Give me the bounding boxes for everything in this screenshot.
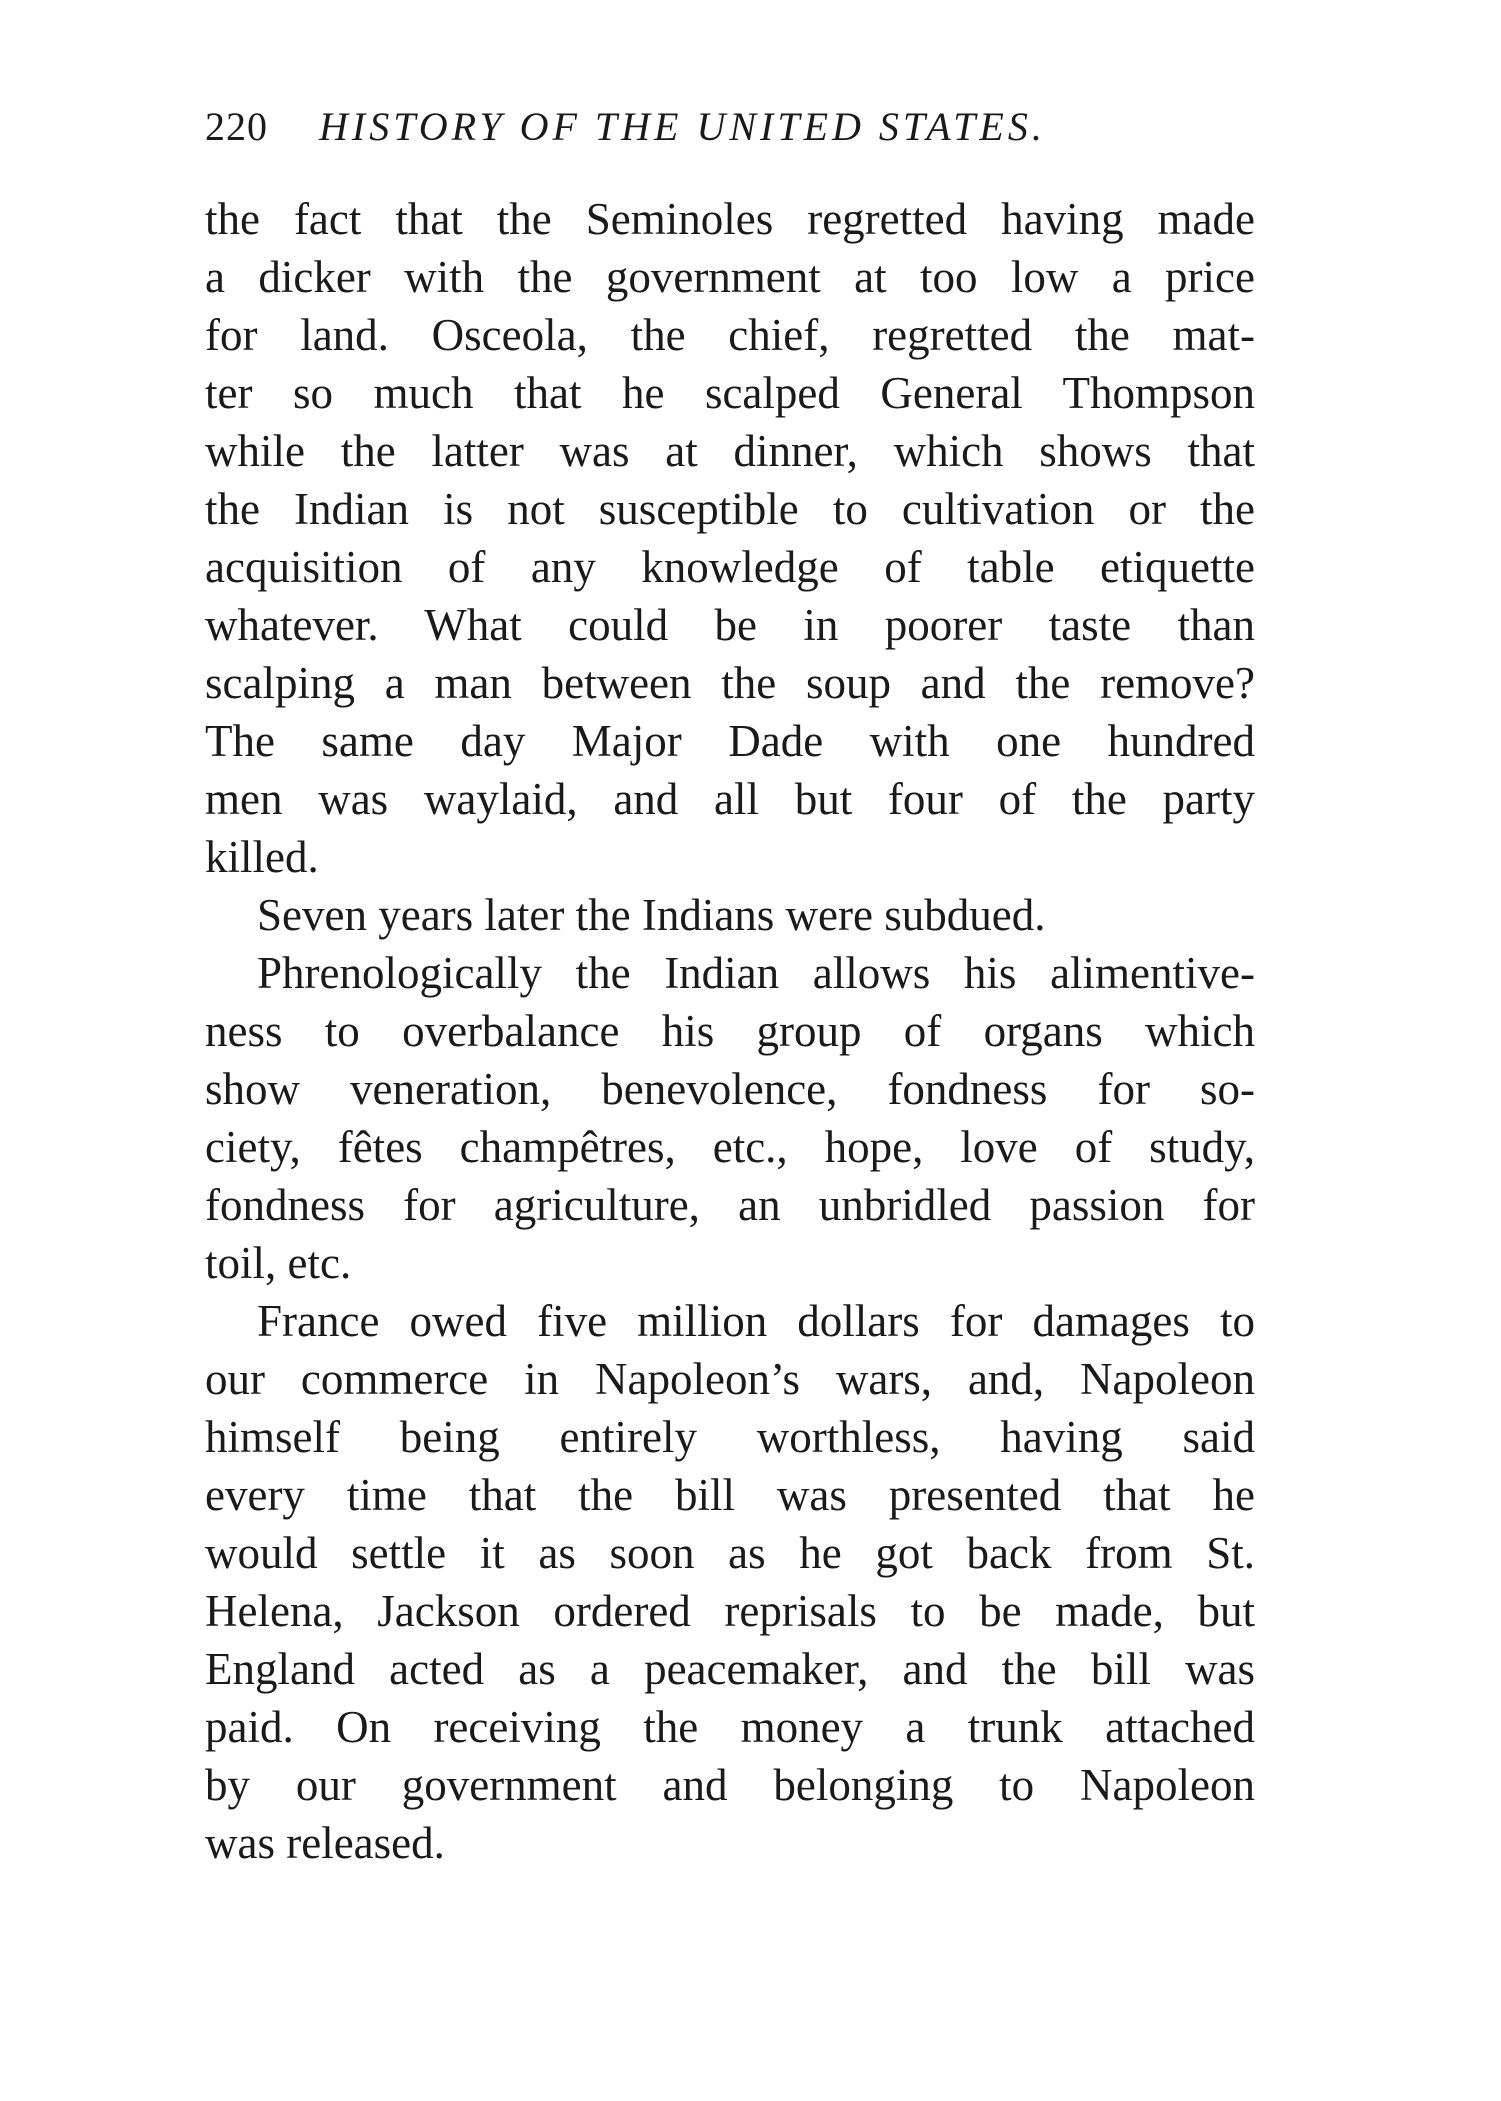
text-line: England acted as a peacemaker, and the bill was [205,1644,1255,1694]
text-line: fondness for agriculture, an unbridled passion for [205,1180,1255,1230]
running-title: HISTORY OF THE UNITED STATES. [319,104,1046,149]
text-line: Phrenologically the Indian allows his alimentive- [257,948,1255,998]
body-text [205,190,1255,1872]
text-line: while the latter was at dinner, which shows that [205,426,1255,476]
running-head [205,103,1046,151]
text-line: whatever. What could be in poorer taste than [205,600,1255,650]
text-line: men was waylaid, and all but four of the party [205,774,1255,824]
text-line: our commerce in Napoleon’s wars, and, Napoleon [205,1354,1255,1404]
text-line: France owed five million dollars for damages to [257,1296,1255,1346]
text-line: show veneration, benevolence, fondness for so- [205,1064,1255,1114]
page-number: 220 [205,104,268,149]
text-line: ciety, fêtes champêtres, etc., hope, love of study, [205,1122,1255,1172]
text-line: ter so much that he scalped General Thompson [205,368,1255,418]
text-line: Seven years later the Indians were subdued. [257,890,1046,940]
text-line: would settle it as soon as he got back from St. [205,1528,1255,1578]
text-line: toil, etc. [205,1238,352,1288]
text-line: for land. Osceola, the chief, regretted the mat- [205,310,1255,360]
text-line: by our government and belonging to Napoleon [205,1760,1255,1810]
text-line: the Indian is not susceptible to cultivation or the [205,484,1255,534]
text-line: a dicker with the government at too low a price [205,252,1255,302]
text-line: paid. On receiving the money a trunk attached [205,1702,1255,1752]
text-line: acquisition of any knowledge of table etiquette [205,542,1255,592]
text-line: Helena, Jackson ordered reprisals to be made, but [205,1586,1255,1636]
text-line: was released. [205,1818,445,1868]
text-line: every time that the bill was presented that he [205,1470,1255,1520]
text-line: The same day Major Dade with one hundred [205,716,1255,766]
text-line: the fact that the Seminoles regretted having made [205,194,1255,244]
text-line: ness to overbalance his group of organs which [205,1006,1255,1056]
text-line: killed. [205,832,319,882]
text-line: scalping a man between the soup and the remove? [205,658,1255,708]
text-line: himself being entirely worthless, having said [205,1412,1255,1462]
